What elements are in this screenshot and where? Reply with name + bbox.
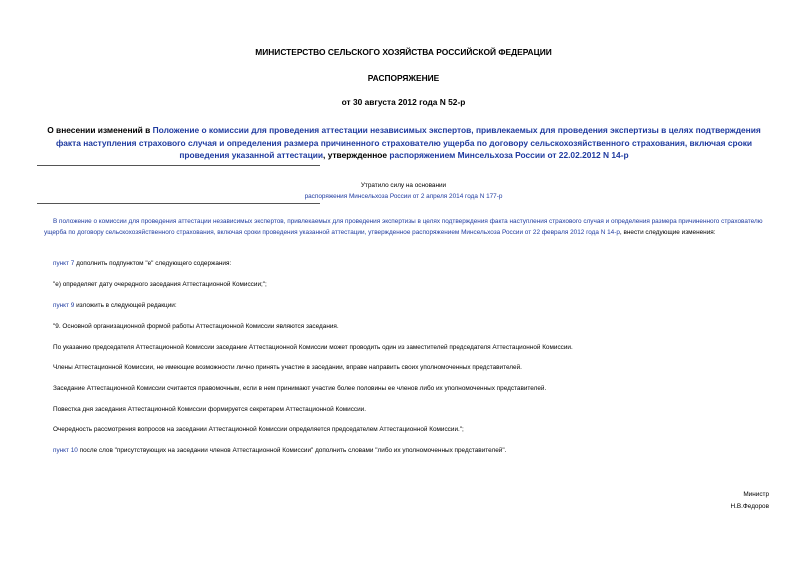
point-9-para-3: Члены Аттестационной Комиссии, не имеющие возможности лично принять участие в заседании, вправе направить своих уполномоченных представителей.: [53, 364, 522, 371]
point-9-link[interactable]: пункт 9: [53, 302, 75, 309]
title-link-order[interactable]: распоряжением Минсельхоза России от 22.02.2012 N 14-р: [389, 150, 629, 160]
intro-rest: , внести следующие изменения:: [619, 228, 716, 236]
divider-top: [37, 165, 320, 166]
title-prefix: О внесении изменений в: [47, 125, 153, 135]
point-10-text: после слов "присутствующих на заседании членов Аттестационной Комиссии" дополнить словами "либо их уполномоченных представителей".: [77, 447, 507, 454]
point-7-text: дополнить подпунктом "е" следующего содержания:: [74, 260, 232, 267]
lost-force-link[interactable]: распоряжения Минсельхоза России от 2 апреля 2014 года N 177-р: [304, 192, 503, 200]
signature-name: Н.В.Федоров: [730, 502, 769, 510]
point-9-para-2: По указанию председателя Аттестационной Комиссии заседание Аттестационной Комиссии может проводить один из заместителей председателя Аттестационной Комиссии.: [53, 344, 573, 351]
intro-paragraph: [44, 217, 766, 239]
item-point-9: [53, 301, 765, 312]
item-point-7: [53, 259, 765, 270]
item-point-10: [53, 446, 765, 457]
signature-block: [731, 489, 770, 512]
point-9-para-4: Заседание Аттестационной Комиссии считается правомочным, если в нем принимают участие более половины ее членов либо их уполномоченных представителей.: [53, 385, 547, 392]
document-type: РАСПОРЯЖЕНИЕ: [367, 73, 440, 83]
ministry-name: МИНИСТЕРСТВО СЕЛЬСКОГО ХОЗЯЙСТВА РОССИЙСКОЙ ФЕДЕРАЦИИ: [255, 47, 552, 57]
point-9-para-6: Очередность рассмотрения вопросов на заседании Аттестационной Комиссии определяется председателем Аттестационной Комиссии.";: [53, 426, 464, 433]
title-middle: , утвержденное: [323, 150, 390, 160]
point-9-para-1: "9. Основной организационной формой работы Аттестационной Комиссии являются заседания.: [53, 323, 339, 330]
title-link-regulation[interactable]: Положение о комиссии для проведения аттестации независимых экспертов, привлекаемых для проведения экспертизы в целях подтверждения факта наступления страхового случая и определения размера причиненного страхователю ущерба по договору сельскохозяйственного страхования, включая сроки проведения указанной аттестации: [55, 125, 761, 160]
point-9-text: изложить в следующей редакции:: [74, 302, 177, 309]
signature-position: Министр: [743, 491, 769, 498]
point-7-link[interactable]: пункт 7: [53, 260, 75, 267]
point-10-link[interactable]: пункт 10: [53, 447, 78, 454]
intro-link[interactable]: В положение о комиссии для проведения аттестации независимых экспертов, привлекаемых для проведения экспертизы в целях подтверждения факта наступления страхового случая и определения размера причиненного страхователю ущерба по договору сельскохозяйственного страхования, включая сроки проведения указанной аттестации, утвержденное распоряжением Минсельхоза России от 22 февраля 2012 года N 14-р: [44, 218, 763, 236]
point-7-addition: "е) определяет дату очередного заседания Аттестационной Комиссии;";: [53, 281, 267, 288]
point-9-para-5: Повестка дня заседания Аттестационной Комиссии формируется секретарем Аттестационной Комиссии.: [53, 406, 367, 413]
lost-force-note: [0, 181, 807, 202]
document-title: [44, 124, 764, 162]
divider-bottom: [37, 203, 320, 204]
document-date: от 30 августа 2012 года N 52-р: [341, 97, 466, 107]
lost-force-text: Утратило силу на основании: [360, 182, 447, 189]
